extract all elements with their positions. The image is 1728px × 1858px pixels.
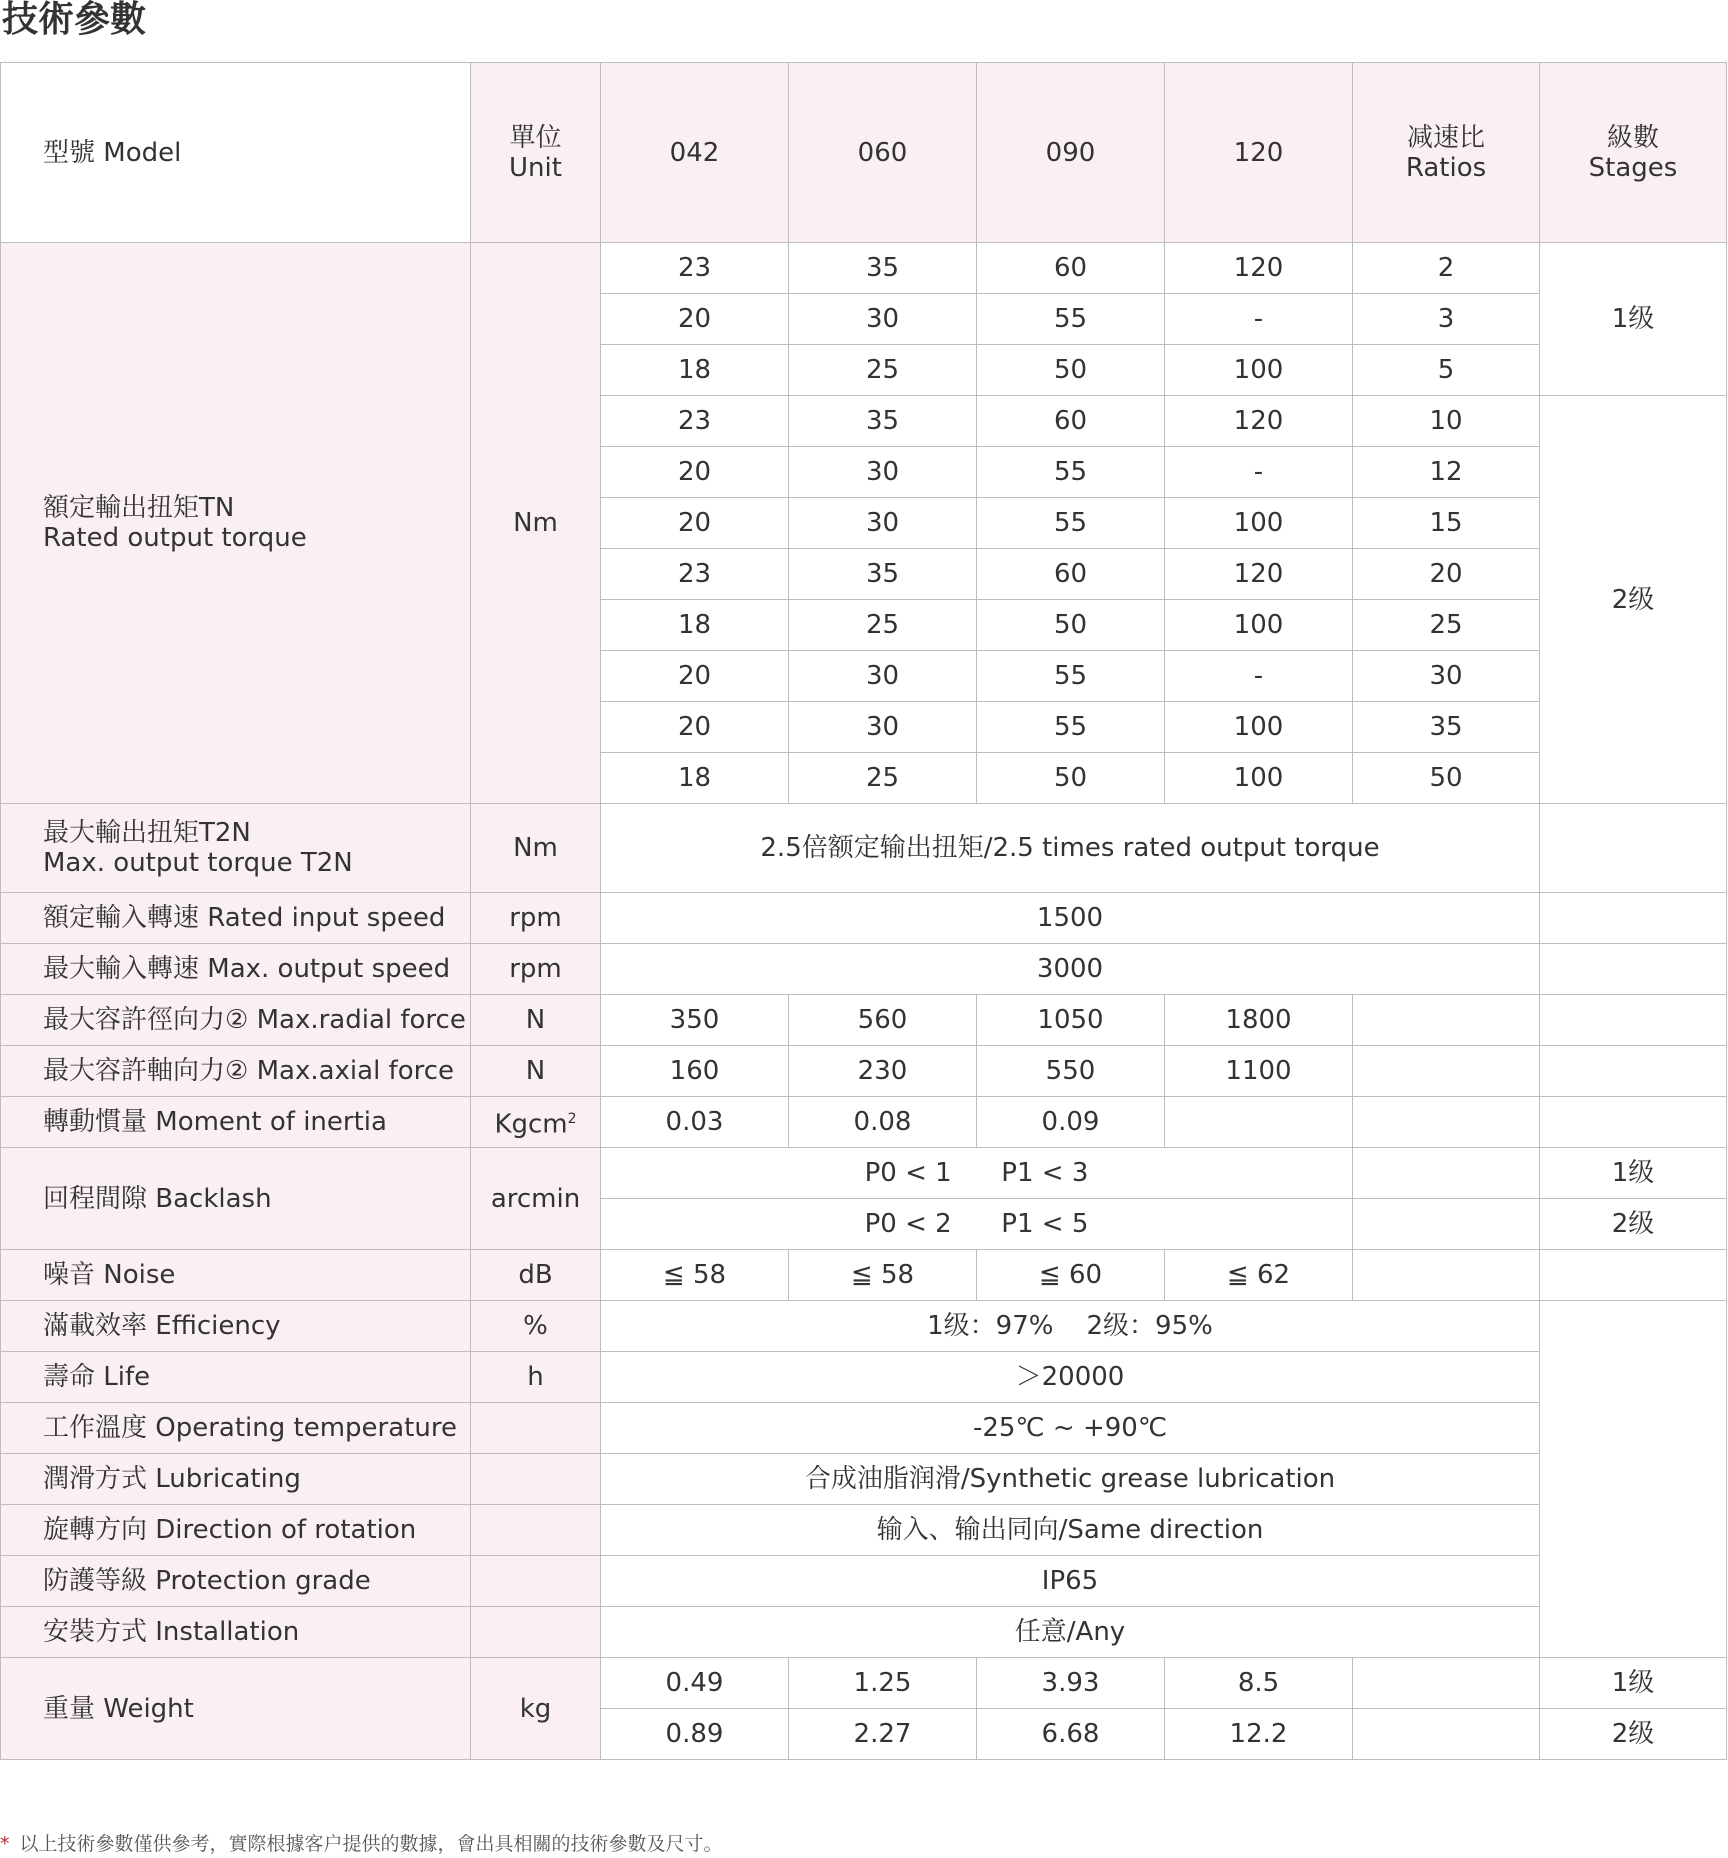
backlash-label: 回程間隙 Backlash xyxy=(1,1148,471,1250)
torque-value: 55 xyxy=(977,651,1165,702)
life-value xyxy=(601,1352,1540,1403)
max-torque-value: 2.5倍额定输出扭矩/2.5 times rated output torque xyxy=(601,804,1540,893)
protection-value xyxy=(601,1556,1540,1607)
empty-cell xyxy=(1165,1097,1353,1148)
torque-value: 20 xyxy=(601,447,789,498)
efficiency-row xyxy=(1,1301,1727,1352)
torque-value: 35 xyxy=(789,396,977,447)
rotation-unit xyxy=(471,1505,601,1556)
weight-value: 12.2 xyxy=(1165,1709,1353,1760)
torque-value: 120 xyxy=(1165,396,1353,447)
ratio-value: 50 xyxy=(1353,753,1540,804)
torque-value: 25 xyxy=(789,600,977,651)
ratio-value: 15 xyxy=(1353,498,1540,549)
torque-value: 55 xyxy=(977,294,1165,345)
backlash-stage-2: 2级 xyxy=(1540,1199,1727,1250)
axial-force-label: 最大容許軸向力② Max.axial force xyxy=(1,1046,471,1097)
backlash-text-1: P0 < 1 P1 < 3 xyxy=(864,1158,1089,1188)
torque-value: 23 xyxy=(601,549,789,600)
ratio-value: 30 xyxy=(1353,651,1540,702)
rated-torque-label xyxy=(1,243,471,804)
rated-torque-row xyxy=(1,243,1727,294)
empty-cell xyxy=(1540,893,1727,944)
rotation-row xyxy=(1,1505,1727,1556)
lubricating-unit xyxy=(471,1454,601,1505)
rated-speed-unit: rpm xyxy=(471,893,601,944)
torque-value: 120 xyxy=(1165,549,1353,600)
lubricating-value xyxy=(601,1454,1540,1505)
rotation-value xyxy=(601,1505,1540,1556)
rated-torque-label-cn: 額定輸出扭矩TN xyxy=(43,493,235,523)
axial-force-value: 230 xyxy=(789,1046,977,1097)
noise-value: ≦ 58 xyxy=(789,1250,977,1301)
weight-stage-1: 1级 xyxy=(1540,1658,1727,1709)
empty-cell xyxy=(1353,1148,1540,1199)
efficiency-unit: % xyxy=(471,1301,601,1352)
backlash-text-2: P0 < 2 P1 < 5 xyxy=(864,1209,1089,1239)
torque-value: 30 xyxy=(789,294,977,345)
lubricating-text: 合成油脂润滑/Synthetic grease lubrication xyxy=(804,1464,1336,1494)
torque-value: 20 xyxy=(601,651,789,702)
ratio-value: 12 xyxy=(1353,447,1540,498)
spec-table xyxy=(0,62,1727,1760)
inertia-row xyxy=(1,1097,1727,1148)
ratio-value: 2 xyxy=(1353,243,1540,294)
life-unit: h xyxy=(471,1352,601,1403)
weight-value: 0.49 xyxy=(601,1658,789,1709)
radial-force-value: 350 xyxy=(601,995,789,1046)
torque-value: 60 xyxy=(977,396,1165,447)
weight-value: 0.89 xyxy=(601,1709,789,1760)
torque-value: 30 xyxy=(789,447,977,498)
empty-cell xyxy=(1540,1097,1727,1148)
torque-value: - xyxy=(1165,447,1353,498)
header-stages-cn: 級數 xyxy=(1606,122,1659,153)
torque-value: 20 xyxy=(601,498,789,549)
installation-label: 安裝方式 Installation xyxy=(1,1607,471,1658)
rated-torque-unit: Nm xyxy=(471,243,601,804)
max-speed-value: 3000 xyxy=(601,944,1540,995)
weight-unit: kg xyxy=(471,1658,601,1760)
inertia-value: 0.03 xyxy=(601,1097,789,1148)
lubricating-row xyxy=(1,1454,1727,1505)
weight-value: 2.27 xyxy=(789,1709,977,1760)
temperature-row xyxy=(1,1403,1727,1454)
backlash-value-2 xyxy=(601,1199,1353,1250)
empty-cell xyxy=(1353,1199,1540,1250)
temperature-label: 工作溫度 Operating temperature xyxy=(1,1403,471,1454)
header-stages xyxy=(1540,63,1727,243)
torque-value: 55 xyxy=(977,447,1165,498)
torque-value: 20 xyxy=(601,294,789,345)
torque-value: 60 xyxy=(977,243,1165,294)
weight-value: 8.5 xyxy=(1165,1658,1353,1709)
inertia-unit-sup: 2 xyxy=(567,1111,577,1128)
torque-value: - xyxy=(1165,651,1353,702)
backlash-value-1 xyxy=(601,1148,1353,1199)
protection-label: 防護等級 Protection grade xyxy=(1,1556,471,1607)
inertia-unit xyxy=(471,1097,601,1148)
max-torque-label xyxy=(1,804,471,893)
empty-cell xyxy=(1540,1046,1727,1097)
inertia-unit-text: Kgcm xyxy=(494,1109,568,1140)
torque-value: 100 xyxy=(1165,600,1353,651)
axial-force-unit: N xyxy=(471,1046,601,1097)
backlash-row xyxy=(1,1148,1727,1199)
protection-unit xyxy=(471,1556,601,1607)
torque-value: 100 xyxy=(1165,753,1353,804)
torque-value: - xyxy=(1165,294,1353,345)
torque-value: 18 xyxy=(601,753,789,804)
header-unit-cn: 單位 xyxy=(509,122,562,153)
radial-force-value: 1050 xyxy=(977,995,1165,1046)
torque-value: 55 xyxy=(977,702,1165,753)
header-ratios xyxy=(1353,63,1540,243)
noise-label: 噪音 Noise xyxy=(1,1250,471,1301)
temperature-value xyxy=(601,1403,1540,1454)
temperature-text: -25℃ ~ +90℃ xyxy=(972,1413,1168,1443)
axial-force-row xyxy=(1,1046,1727,1097)
protection-row xyxy=(1,1556,1727,1607)
weight-value: 1.25 xyxy=(789,1658,977,1709)
noise-row xyxy=(1,1250,1727,1301)
torque-value: 100 xyxy=(1165,498,1353,549)
empty-cell xyxy=(1353,1046,1540,1097)
max-speed-label: 最大輸入轉速 Max. output speed xyxy=(1,944,471,995)
torque-value: 60 xyxy=(977,549,1165,600)
torque-value: 20 xyxy=(601,702,789,753)
max-speed-row xyxy=(1,944,1727,995)
rated-speed-value: 1500 xyxy=(601,893,1540,944)
weight-row xyxy=(1,1658,1727,1709)
empty-cell xyxy=(1540,1301,1727,1658)
torque-value: 50 xyxy=(977,345,1165,396)
torque-value: 30 xyxy=(789,498,977,549)
radial-force-value: 560 xyxy=(789,995,977,1046)
header-model-060: 060 xyxy=(789,63,977,243)
stage-1: 1级 xyxy=(1540,243,1727,396)
noise-value: ≦ 58 xyxy=(601,1250,789,1301)
efficiency-label: 滿載效率 Efficiency xyxy=(1,1301,471,1352)
page-title: 技術參數 xyxy=(2,0,147,40)
empty-cell xyxy=(1353,1250,1540,1301)
inertia-value: 0.08 xyxy=(789,1097,977,1148)
noise-value: ≦ 62 xyxy=(1165,1250,1353,1301)
empty-cell xyxy=(1540,804,1727,893)
installation-text: 任意/Any xyxy=(1014,1617,1126,1647)
max-torque-label-cn: 最大輸出扭矩T2N xyxy=(43,818,251,848)
rated-torque-label-en: Rated output torque xyxy=(43,523,307,553)
max-speed-unit: rpm xyxy=(471,944,601,995)
ratio-value: 35 xyxy=(1353,702,1540,753)
header-model-090: 090 xyxy=(977,63,1165,243)
backlash-unit: arcmin xyxy=(471,1148,601,1250)
weight-stage-2: 2级 xyxy=(1540,1709,1727,1760)
torque-value: 23 xyxy=(601,243,789,294)
rated-speed-row xyxy=(1,893,1727,944)
max-torque-unit: Nm xyxy=(471,804,601,893)
torque-value: 100 xyxy=(1165,345,1353,396)
torque-value: 25 xyxy=(789,753,977,804)
torque-value: 30 xyxy=(789,651,977,702)
torque-value: 35 xyxy=(789,549,977,600)
weight-value: 3.93 xyxy=(977,1658,1165,1709)
empty-cell xyxy=(1540,995,1727,1046)
empty-cell xyxy=(1540,1250,1727,1301)
empty-cell xyxy=(1353,1658,1540,1709)
torque-value: 120 xyxy=(1165,243,1353,294)
footnote-marker: * xyxy=(0,1833,10,1855)
ratio-value: 20 xyxy=(1353,549,1540,600)
life-label: 壽命 Life xyxy=(1,1352,471,1403)
header-unit xyxy=(471,63,601,243)
ratio-value: 25 xyxy=(1353,600,1540,651)
noise-value: ≦ 60 xyxy=(977,1250,1165,1301)
rated-speed-label: 額定輸入轉速 Rated input speed xyxy=(1,893,471,944)
header-stages-en: Stages xyxy=(1588,152,1678,183)
lubricating-label: 潤滑方式 Lubricating xyxy=(1,1454,471,1505)
radial-force-unit: N xyxy=(471,995,601,1046)
torque-value: 25 xyxy=(789,345,977,396)
noise-unit: dB xyxy=(471,1250,601,1301)
spec-table-body xyxy=(1,63,1727,1760)
torque-value: 55 xyxy=(977,498,1165,549)
installation-unit xyxy=(471,1607,601,1658)
header-model: 型號 Model xyxy=(1,63,471,243)
torque-value: 18 xyxy=(601,345,789,396)
header-ratios-cn: 减速比 xyxy=(1406,122,1485,153)
installation-value xyxy=(601,1607,1540,1658)
max-torque-label-en: Max. output torque T2N xyxy=(43,848,353,878)
empty-cell xyxy=(1353,1709,1540,1760)
life-row xyxy=(1,1352,1727,1403)
inertia-label: 轉動慣量 Moment of inertia xyxy=(1,1097,471,1148)
inertia-value: 0.09 xyxy=(977,1097,1165,1148)
backlash-stage-1: 1级 xyxy=(1540,1148,1727,1199)
footnote xyxy=(0,1829,723,1856)
torque-value: 35 xyxy=(789,243,977,294)
rotation-label: 旋轉方向 Direction of rotation xyxy=(1,1505,471,1556)
header-row xyxy=(1,63,1727,243)
radial-force-label: 最大容許徑向力② Max.radial force xyxy=(1,995,471,1046)
radial-force-row xyxy=(1,995,1727,1046)
weight-value: 6.68 xyxy=(977,1709,1165,1760)
torque-value: 50 xyxy=(977,753,1165,804)
axial-force-value: 550 xyxy=(977,1046,1165,1097)
radial-force-value: 1800 xyxy=(1165,995,1353,1046)
empty-cell xyxy=(1353,1097,1540,1148)
ratio-value: 5 xyxy=(1353,345,1540,396)
ratio-value: 10 xyxy=(1353,396,1540,447)
torque-value: 18 xyxy=(601,600,789,651)
footnote-text: 以上技術參數僅供參考，實際根據客户提供的數據，會出具相關的技術參數及尺寸。 xyxy=(19,1833,723,1855)
torque-value: 30 xyxy=(789,702,977,753)
torque-value: 100 xyxy=(1165,702,1353,753)
axial-force-value: 160 xyxy=(601,1046,789,1097)
empty-cell xyxy=(1353,995,1540,1046)
max-torque-row xyxy=(1,804,1727,893)
axial-force-value: 1100 xyxy=(1165,1046,1353,1097)
stage-2: 2级 xyxy=(1540,396,1727,804)
torque-value: 50 xyxy=(977,600,1165,651)
header-unit-en: Unit xyxy=(509,152,562,183)
weight-label: 重量 Weight xyxy=(1,1658,471,1760)
installation-row xyxy=(1,1607,1727,1658)
temperature-unit xyxy=(471,1403,601,1454)
efficiency-value xyxy=(601,1301,1540,1352)
header-model-120: 120 xyxy=(1165,63,1353,243)
header-model-042: 042 xyxy=(601,63,789,243)
protection-text: IP65 xyxy=(1041,1566,1099,1596)
efficiency-text: 1级：97% 2级：95% xyxy=(927,1311,1213,1341)
empty-cell xyxy=(1540,944,1727,995)
torque-value: 23 xyxy=(601,396,789,447)
rotation-text: 输入、输出同向/Same direction xyxy=(876,1515,1264,1545)
ratio-value: 3 xyxy=(1353,294,1540,345)
life-text: ＞20000 xyxy=(1015,1362,1125,1392)
header-ratios-en: Ratios xyxy=(1405,152,1487,183)
